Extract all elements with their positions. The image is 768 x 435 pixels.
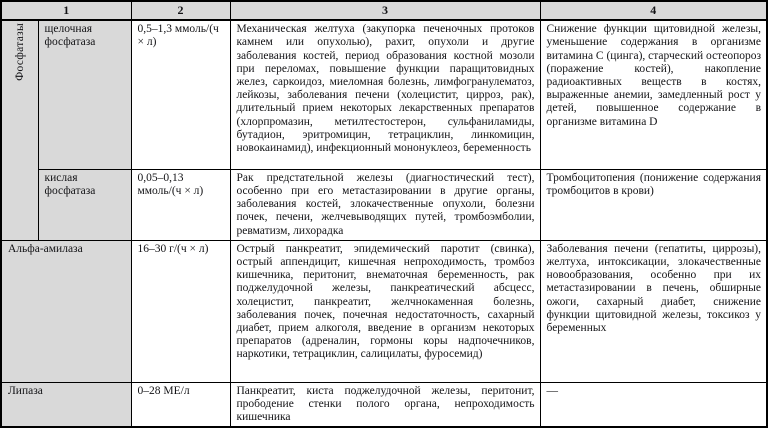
increase-causes-cell: Панкреатит, киста поджелудочной железы, перитонит, прободение стенки полого органа, непроходимость кишечника [230,382,540,427]
enzyme-name-cell: Альфа-амилаза [1,240,131,382]
header-col-3: 3 [230,1,540,20]
header-col-2: 2 [131,1,230,20]
normal-range-cell: 16–30 г/(ч × л) [131,240,230,382]
decrease-causes-cell: Снижение функции щитовидной железы, уменьшение содержания в организме витамина C (цинга), старческий остеопороз (поражение костей), накопление радиоактивных веществ в костях, выраженные анемии, замедленный рост у детей, повышенное содержание в организме витамина D [540,20,767,169]
decrease-causes-cell: — [540,382,767,427]
normal-range-cell: 0,05–0,13 ммоль/(ч × л) [131,169,230,240]
table-row [1,20,767,169]
enzyme-name-cell: Липаза [1,382,131,427]
decrease-causes-cell: Тромбоцитопения (понижение содержания тромбоцитов в крови) [540,169,767,240]
table-row [1,169,767,240]
header-row [1,1,767,20]
increase-causes-cell: Острый панкреатит, эпидемический паротит (свинка), острый аппендицит, кишечная непроходимость, тромбоз кишечника, перитонит, внематочная беременность, рак поджелудочной железы, панкреатический абсцесс, холецистит, панкреатит, желчнокаменная болезнь, заболевания почек, почечная недостаточность, сахарный диабет, прием алкоголя, введение в организм некоторых препаратов (адреналин, гормоны коры надпочечников, наркотики, тетрациклин, салицилаты, фуросемид) [230,240,540,382]
enzyme-name-cell: кислая фосфатаза [38,169,131,240]
normal-range-cell: 0,5–1,3 ммоль/(ч × л) [131,20,230,169]
group-label-cell [1,20,38,240]
header-col-4: 4 [540,1,767,20]
increase-causes-cell: Рак предстательной железы (диагностический тест), особенно при его метастазировании в другие органы, заболевания костей, злокачественные опухоли, болезни почек, печени, желчевыводящих путей, тромбоэмболии, ревматизм, лихорадка [230,169,540,240]
decrease-causes-cell: Заболевания печени (гепатиты, циррозы), желтуха, интоксикации, злокачественные новообразования, особенно при их метастазировании в печень, обширные ожоги, сахарный диабет, снижение функции щитовидной железы, токсикоз у беременных [540,240,767,382]
normal-range-cell: 0–28 МЕ/л [131,382,230,427]
enzyme-name-cell: щелочная фосфатаза [38,20,131,169]
group-label: Фосфатазы [13,23,26,82]
header-col-1: 1 [1,1,131,20]
table-row [1,382,767,427]
increase-causes-cell: Механическая желтуха (закупорка печеночных протоков камнем или опухолью), рахит, опухоли и другие заболевания костей, период образования костной мозоли при переломах, повышение функции паращитовидных желез, саркоидоз, миеломная болезнь, лимфогранулематоз, лейкозы, заболевания печени (холецистит, цирроз, рак), длительный прием некоторых лекарственных препаратов (хлорпромазин, метилтестостерон, сульфаниламиды, бутадион, эритромицин, тетрациклин, линкомицин, новокаинамид), инфекционный мононуклеоз, беременность [230,20,540,169]
table-row [1,240,767,382]
